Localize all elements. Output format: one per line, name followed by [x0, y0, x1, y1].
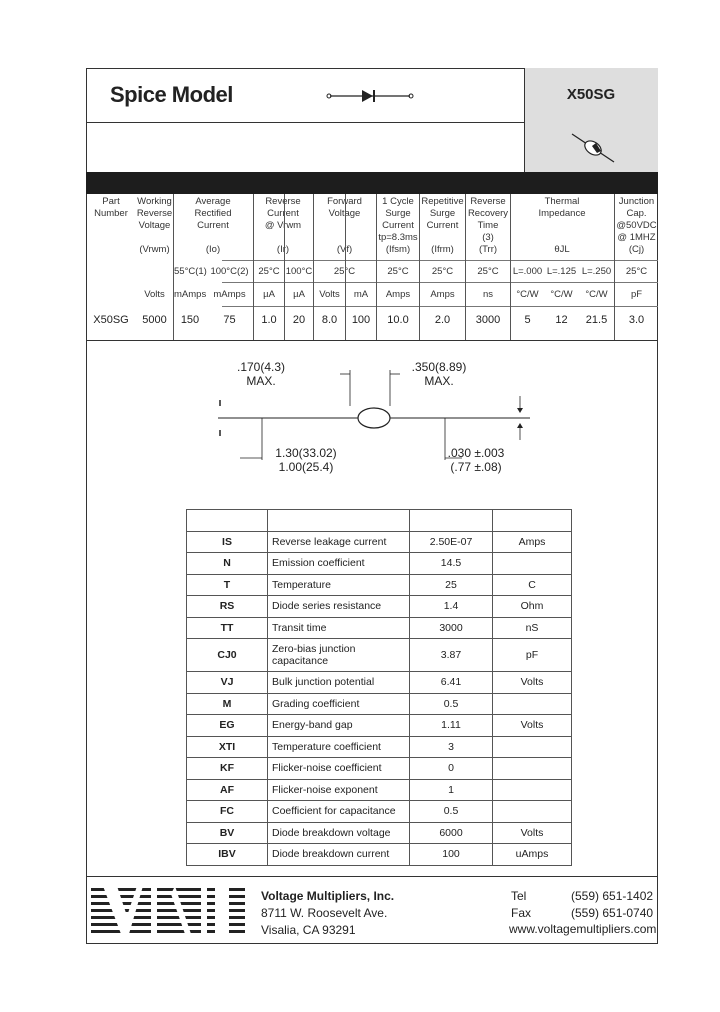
param-value-cell: 6.41 — [410, 672, 493, 694]
spec-col-io-100: 100°C(2) mAmps 75 — [210, 266, 249, 326]
spec-col-io-55: 55°C(1) mAmps 150 — [173, 194, 206, 340]
param-desc-cell: Flicker-noise coefficient — [268, 758, 410, 780]
param-unit-cell: Volts — [493, 672, 572, 694]
table-row — [187, 672, 572, 694]
table-row — [187, 617, 572, 639]
param-param-cell: T — [187, 574, 268, 596]
address-line-2: Visalia, CA 93291 — [261, 923, 356, 937]
table-row — [187, 574, 572, 596]
param-unit-cell: nS — [493, 617, 572, 639]
param-unit-cell: uAmps — [493, 844, 572, 866]
param-desc-cell: Temperature coefficient — [268, 736, 410, 758]
spec-header-io: Average Rectified Current (Io) — [194, 196, 232, 255]
param-desc-cell: Emission coefficient — [268, 553, 410, 575]
spec-header-thermal: Thermal Impedance θJL — [538, 196, 586, 255]
table-row — [187, 596, 572, 618]
param-value-cell: 0.5 — [410, 801, 493, 823]
param-desc-cell: Zero-bias junction capacitance — [268, 639, 410, 672]
table-row — [187, 758, 572, 780]
lead-length-label: 1.30(33.02) 1.00(25.4) — [275, 446, 337, 474]
spec-col-vf-ma: mA 100 — [345, 194, 376, 340]
param-desc-cell: Diode breakdown current — [268, 844, 410, 866]
table-row — [187, 801, 572, 823]
spec-header-vf: Forward Voltage (Vf) — [327, 196, 362, 255]
param-value-cell: 25 — [410, 574, 493, 596]
param-desc-cell: Grading coefficient — [268, 693, 410, 715]
page-title: Spice Model — [110, 82, 233, 107]
table-row — [187, 715, 572, 737]
spec-col-trr: Reverse Recovery Time (3) (Trr) 25°C ns 3000 — [465, 194, 510, 340]
table-row — [187, 531, 572, 553]
table-row — [187, 844, 572, 866]
spec-col-ifsm: 1 Cycle Surge Current tp=8.3ms (Ifsm) 25°C Amps 10.0 — [376, 194, 419, 340]
param-value-cell: 1.11 — [410, 715, 493, 737]
table-row — [187, 693, 572, 715]
diode-symbol-icon — [326, 88, 414, 104]
param-value-cell: 14.5 — [410, 553, 493, 575]
param-value-cell: 100 — [410, 844, 493, 866]
param-param-cell: VJ — [187, 672, 268, 694]
spec-cond-vf: 25°C — [333, 266, 356, 277]
param-param-cell: M — [187, 693, 268, 715]
param-value-cell: 0 — [410, 758, 493, 780]
param-desc-cell: Bulk junction potential — [268, 672, 410, 694]
param-param-cell: TT — [187, 617, 268, 639]
contact-numbers — [571, 888, 653, 922]
table-row — [187, 639, 572, 672]
param-unit-cell — [493, 758, 572, 780]
param-value-cell: 1.4 — [410, 596, 493, 618]
spec-col-vrwm: Working Reverse Voltage (Vrwm) Volts 5000 — [136, 196, 173, 326]
param-desc-cell: Transit time — [268, 617, 410, 639]
spec-col-ir-100: 100°C µA 20 — [284, 194, 313, 340]
param-desc-cell: Diode series resistance — [268, 596, 410, 618]
param-unit-cell: Amps — [493, 531, 572, 553]
param-value-cell: 2.50E-07 — [410, 531, 493, 553]
param-param-cell: BV — [187, 822, 268, 844]
spec-col-part: Part Number X50SG — [93, 196, 129, 326]
spec-col-ir-25: 25°C µA 1.0 — [253, 194, 284, 340]
param-unit-cell — [493, 779, 572, 801]
company-address — [261, 888, 394, 939]
spec-col-vf: Volts 8.0 — [313, 194, 345, 340]
param-param-cell: IBV — [187, 844, 268, 866]
param-param-cell: CJ0 — [187, 639, 268, 672]
param-value-cell: 6000 — [410, 822, 493, 844]
param-desc-cell: Energy-band gap — [268, 715, 410, 737]
param-unit-cell: Volts — [493, 822, 572, 844]
spice-parameters-table — [186, 509, 572, 866]
company-name: Voltage Multipliers, Inc. — [261, 889, 395, 903]
lead-diameter-label: .030 ±.003 (.77 ±.08) — [447, 446, 505, 474]
param-param-cell: RS — [187, 596, 268, 618]
param-param-cell: EG — [187, 715, 268, 737]
param-unit-cell: pF — [493, 639, 572, 672]
param-unit-cell — [493, 693, 572, 715]
fax-number: (559) 651-0740 — [571, 906, 654, 920]
param-param-cell: FC — [187, 801, 268, 823]
param-value-cell: 3000 — [410, 617, 493, 639]
param-unit-cell: C — [493, 574, 572, 596]
param-value-cell: 1 — [410, 779, 493, 801]
contact-labels: Tel Fax — [511, 889, 532, 920]
body-length-label: .350(8.89) MAX. — [411, 360, 467, 388]
spec-col-cj: Junction Cap. @50VDC @ 1MHZ (Cj) 25°C pF 3.0 — [614, 194, 658, 340]
param-unit-cell — [493, 736, 572, 758]
param-unit-cell: Volts — [493, 715, 572, 737]
vmi-logo — [91, 886, 245, 934]
param-desc-cell: Flicker-noise exponent — [268, 779, 410, 801]
spec-col-thermal-125: L=.125 °C/W 12 — [546, 266, 577, 326]
table-row — [187, 553, 572, 575]
param-param-cell: AF — [187, 779, 268, 801]
param-value-cell: 0.5 — [410, 693, 493, 715]
param-param-cell: N — [187, 553, 268, 575]
param-unit-cell: Ohm — [493, 596, 572, 618]
param-desc-cell: Coefficient for capacitance — [268, 801, 410, 823]
param-unit-cell — [493, 801, 572, 823]
axial-diode-icon — [570, 130, 616, 166]
website-link[interactable]: www.voltagemultipliers.com — [509, 922, 657, 936]
param-desc-cell: Temperature — [268, 574, 410, 596]
param-desc-cell: Reverse leakage current — [268, 531, 410, 553]
spec-header-ir: Reverse Current @ Vrwm (Ir) — [264, 196, 302, 255]
table-row — [187, 822, 572, 844]
param-value-cell: 3.87 — [410, 639, 493, 672]
param-value-cell: 3 — [410, 736, 493, 758]
spec-col-thermal-250: L=.250 °C/W 21.5 — [581, 266, 612, 326]
spec-col-ifrm: Repetitive Surge Current (Ifrm) 25°C Amps 2.0 — [419, 194, 465, 340]
param-desc-cell: Diode breakdown voltage — [268, 822, 410, 844]
param-param-cell: IS — [187, 531, 268, 553]
table-header-row — [187, 510, 572, 532]
spec-col-thermal-000: L=.000 °C/W 5 — [510, 194, 544, 340]
table-row — [187, 779, 572, 801]
address-line-1: 8711 W. Roosevelt Ave. — [261, 906, 388, 920]
table-row — [187, 736, 572, 758]
section-bar — [86, 172, 658, 194]
body-diameter-label: .170(4.3) MAX. — [236, 360, 286, 388]
param-param-cell: XTI — [187, 736, 268, 758]
spec-bottom-divider — [86, 340, 658, 341]
part-number-title: X50SG — [566, 86, 616, 103]
header-divider — [86, 122, 524, 123]
tel-number: (559) 651-1402 — [571, 889, 654, 903]
electrical-specs-table — [86, 194, 658, 340]
param-param-cell: KF — [187, 758, 268, 780]
footer-divider — [86, 876, 658, 877]
param-unit-cell — [493, 553, 572, 575]
